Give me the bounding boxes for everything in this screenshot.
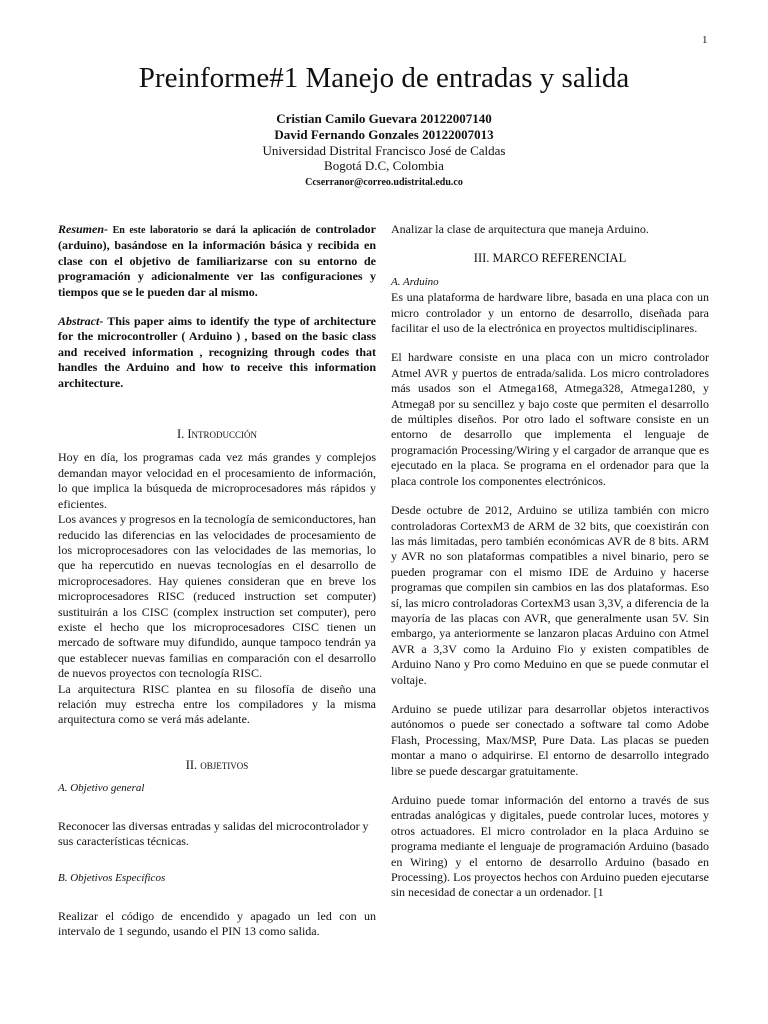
intro-paragraph-3: La arquitectura RISC plantea en su filosofía de diseño una relación muy estrecha entre los compiladores y la misma arquitectura como se verá más adelante. [58, 681, 376, 727]
author-1: Cristian Camilo Guevara 20122007140 [276, 111, 492, 126]
affiliation-university: Universidad Distrital Francisco José de Caldas [262, 143, 506, 158]
intro-paragraph-2: Los avances y progresos en la tecnología de semiconductores, han reducido las diferencias en las velocidades de procesamiento de los microprocesadores con las velocidades de las memorias, lo que ha repercutido en nuevas tecnologías en el desarrollo de microprocesadores. Hay quienes consideran que en breve los microprocesadores RISC (reduced instruction set computer) sustituirán a los CISC (complex instruction set computer), pero existe el hecho que los microprocesadores CISC tienen un mercado de software muy difundido, aunque tampoco tendrán ya que establecer nuevas familias en comparación con el desarrollo de nuevos proyectos con tecnología RISC. [58, 512, 376, 681]
intro-heading-number: I. [176, 427, 188, 442]
author-2: David Fernando Gonzales 20122007013 [274, 127, 494, 142]
abstract-label: Abstract- [58, 314, 104, 329]
author-email: Ccserranor@correo.udistrital.edu.co [305, 177, 463, 188]
abstract-text: This paper aims to identify the type of architecture for the microcontroller ( Arduino ) , based on the basic class and received information , recognizing through codes that handles the Arduino and how to receive this information architecture. [58, 314, 376, 390]
page-number: 1 [702, 34, 708, 46]
objetivos-heading-text: objetivos [200, 757, 249, 772]
objetivo-general-label: A. Objetivo general [58, 782, 145, 795]
intro-heading-text: Introducción [187, 427, 258, 442]
objetivos-heading-number: II. [185, 757, 201, 772]
right-column [391, 222, 709, 901]
resumen-paragraph [58, 222, 376, 300]
intro-heading [58, 427, 376, 442]
left-column [58, 222, 376, 940]
objetivos-continuation: Analizar la clase de arquitectura que maneja Arduino. [391, 222, 649, 236]
paper-title: Preinforme#1 Manejo de entradas y salida [138, 62, 630, 94]
marco-paragraph-3: Desde octubre de 2012, Arduino se utiliza también con micro controladoras CortexM3 de ARM de 32 bits, que coexistirán con las más limitadas, pero también económicas AVR de 8 bits. ARM y AVR no son plataformas compatibles a nivel binario, pero se pueden programar con el mismo IDE de Arduino y hacerse programas que compilen sin cambios en las dos plataformas. Eso sí, las micro controladoras CortexM3 usan 3,3V, a diferencia de la mayoría de las placas con AVR, que generalmente usan 5V. Sin embargo, ya anteriormente se lanzaron placas Arduino con Atmel AVR a 3,3V como la Arduino Fio y existen compatibles de Arduino Nano y Pro como Meduino en que se puede conmutar el voltaje. [391, 503, 709, 687]
intro-paragraph-1: Hoy en día, los programas cada vez más grandes y complejos demandan mayor velocidad en el procesamiento de información, lo que implica la búsqueda de microprocesadores más rápidos y eficientes. [58, 450, 376, 511]
objetivos-heading [58, 758, 376, 773]
affiliation-city: Bogotá D.C, Colombia [324, 158, 444, 173]
objetivos-especificos-text: Realizar el código de encendido y apagado un led con un intervalo de 1 segundo, usando el PIN 13 como salida. [58, 908, 376, 939]
marco-paragraph-5: Arduino puede tomar información del entorno a través de sus entradas analógicas y digitales, puede controlar luces, motores y otros actuadores. El micro controlador en la placa Arduino se programa mediante el lenguaje de programación Arduino (basado en Wiring) y el entorno de desarrollo Arduino (basado en Processing). Los proyectos hechos con Arduino pueden ejecutarse sin necesidad de conectar a un ordenador. [1 [391, 793, 709, 900]
resumen-small-text: En este laboratorio se dará la aplicación de [108, 225, 311, 236]
marco-heading: III. MARCO REFERENCIAL [473, 251, 627, 266]
resumen-label: Resumen- [58, 222, 109, 236]
objetivo-general-text: Reconocer las diversas entradas y salidas del microcontrolador y sus características técnicas. [58, 818, 369, 848]
abstract-paragraph [58, 314, 376, 391]
author-block [0, 111, 768, 188]
marco-paragraph-1: Es una plataforma de hardware libre, basada en una placa con un micro controlador y un entorno de desarrollo, diseñada para facilitar el uso de la electrónica en proyectos multidisciplinares. [391, 290, 709, 336]
objetivos-especificos-label: B. Objetivos Específicos [58, 872, 166, 885]
marco-paragraph-2: El hardware consiste en una placa con un micro controlador Atmel AVR y puertos de entrada/salida. Los micro controladores más usados son el Atmega168, Atmega328, Atmega1280, y Atmega8 por su sencillez y bajo coste que permiten el desarrollo de múltiples diseños. Por otro lado el software consiste en un entorno de desarrollo que implementa el lenguaje de programación Processing/Wiring y el cargador de arranque que es ejecutado en la placa. Se programa en el ordenador para que la placa controle los componentes electrónicos. [391, 350, 709, 488]
arduino-subheading: A. Arduino [391, 275, 439, 288]
resumen-text: controlador (arduino), basándose en la información básica y recibida en clase con el objetivo de familiarizarse con su entorno de programación y adicionalmente ver las configuraciones y tiempos que se le pueden dar al mismo. [58, 222, 376, 299]
marco-paragraph-4: Arduino se puede utilizar para desarrollar objetos interactivos autónomos o puede ser conectado a software tal como Adobe Flash, Processing, Max/MSP, Pure Data. Las placas se pueden montar a mano o adquirirse. El entorno de desarrollo integrado libre se puede descargar gratuitamente. [391, 701, 709, 778]
